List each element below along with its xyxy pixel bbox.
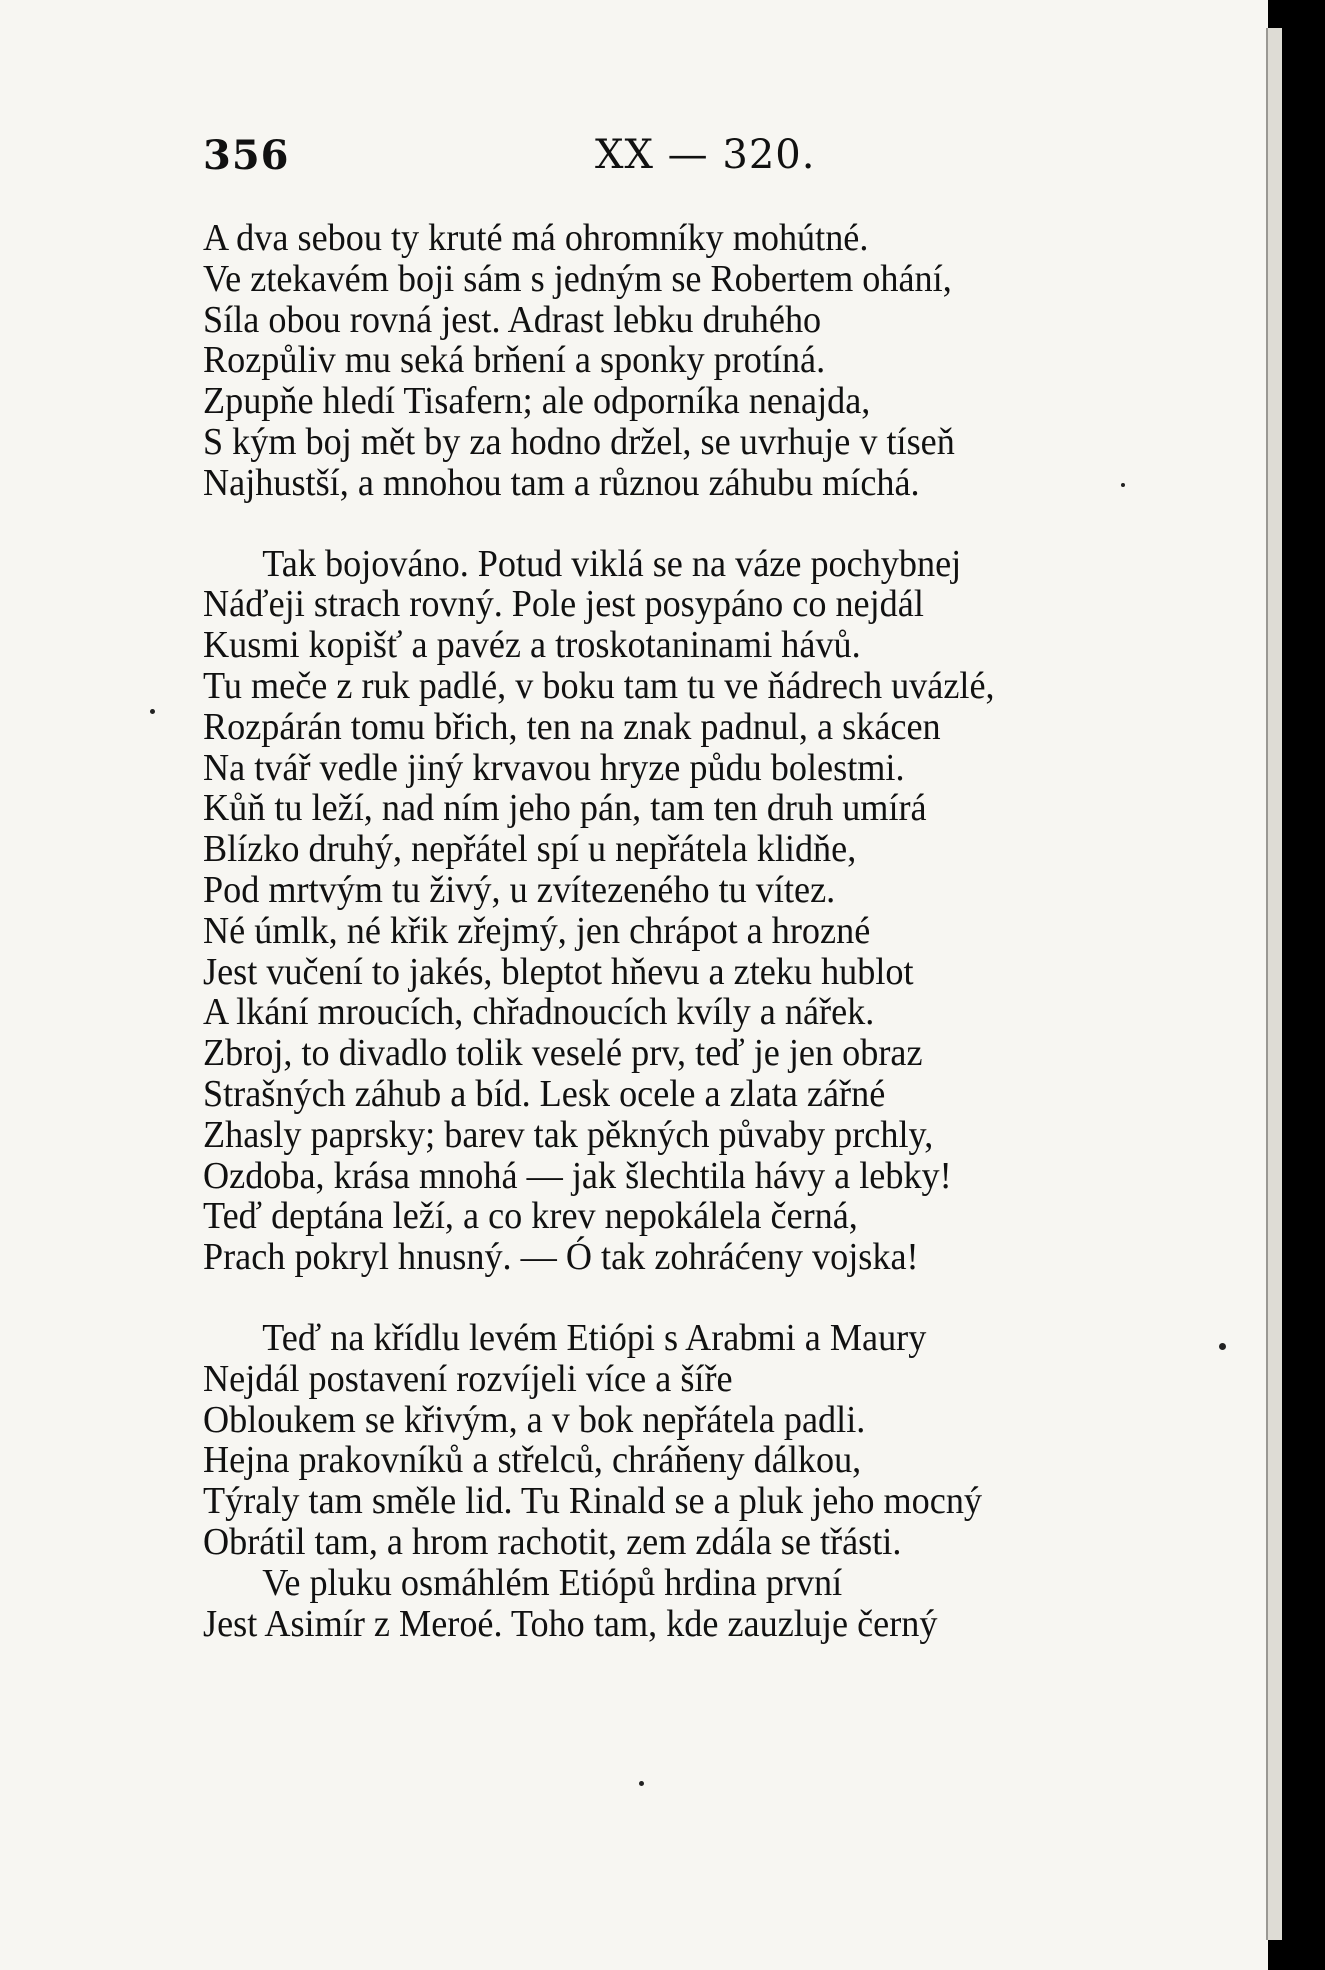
verse-line: Rozpárán tomu břich, ten na znak padnul, a skácen xyxy=(203,705,941,748)
verse-line: Tu meče z ruk padlé, v boku tam tu ve ňádrech uvázlé, xyxy=(203,664,995,707)
verse-line: Kusmi kopišť a pavéz a troskotaninami hávů. xyxy=(203,624,861,667)
page-edge xyxy=(1266,28,1282,1940)
verse-line: Na tvář vedle jiný krvavou hryze půdu bolestmi. xyxy=(203,746,905,789)
verse-line: Hejna prakovníků a střelců, chráňeny dálkou, xyxy=(203,1439,862,1482)
page-number: 356 xyxy=(203,132,290,179)
running-head: XX — 320. xyxy=(595,132,816,178)
stanza xyxy=(203,1318,1190,1644)
verse-line: Ve ztekavém boji sám s jedným se Robertem ohání, xyxy=(203,257,952,300)
print-speck xyxy=(150,709,155,714)
verse-line: Najhustší, a mnohou tam a různou záhubu míchá. xyxy=(203,461,920,504)
verse-line: Nejdál postavení rozvíjeli více a šíře xyxy=(203,1357,733,1400)
verse-line: Zpupňe hledí Tisafern; ale odporníka nenajda, xyxy=(203,380,871,423)
verse-line: Týraly tam směle lid. Tu Rinald se a pluk jeho mocný xyxy=(203,1480,983,1523)
verse-line: Obrátil tam, a hrom rachotit, zem zdála se třásti. xyxy=(203,1520,902,1563)
verse-line: Ve pluku osmáhlém Etiópů hrdina první xyxy=(262,1561,843,1604)
print-speck xyxy=(1121,483,1125,487)
verse-line: Jest vučení to jakés, bleptot hňevu a zteku hublot xyxy=(203,950,914,993)
verse-line: Prach pokryl hnusný. — Ó tak zohráćeny vojska! xyxy=(203,1236,919,1279)
verse-line: Pod mrtvým tu živý, u zvítezeného tu vítez. xyxy=(203,868,836,911)
verse-line: Síla obou rovná jest. Adrast lebku druhého xyxy=(203,298,822,341)
stanza xyxy=(203,218,1190,504)
verse-line: Blízko druhý, nepřátel spí u nepřátela klidňe, xyxy=(203,828,857,871)
stanza xyxy=(203,544,1190,1278)
verse-line: Ozdoba, krása mnohá — jak šlechtila hávy a lebky! xyxy=(203,1154,952,1197)
verse-line: Zhasly paprsky; barev tak pěkných půvaby prchly, xyxy=(203,1113,934,1156)
verse-line: Teď deptána leží, a co krev nepokálela černá, xyxy=(203,1195,858,1238)
verse-line: S kým boj mět by za hodno držel, se uvrhuje v tíseň xyxy=(203,420,955,463)
verse-line: Rozpůliv mu seká brňení a sponky protíná. xyxy=(203,339,826,382)
verse-line: Né úmlk, né křik zřejmý, jen chrápot a hrozné xyxy=(203,909,871,952)
verse-line: Jest Asimír z Meroé. Toho tam, kde zauzluje černý xyxy=(203,1602,938,1645)
verse-line: Tak bojováno. Potud viklá se na váze pochybnej xyxy=(262,542,962,585)
print-speck xyxy=(1219,1343,1226,1350)
verse-line: Náďeji strach rovný. Pole jest posypáno co nejdál xyxy=(203,583,924,626)
poem-text xyxy=(203,218,1190,1644)
page-header xyxy=(0,132,1268,192)
print-speck xyxy=(639,1781,644,1786)
verse-line: Zbroj, to divadlo tolik veselé prv, teď je jen obraz xyxy=(203,1032,923,1075)
verse-line: Kůň tu leží, nad ním jeho pán, tam ten druh umírá xyxy=(203,787,927,830)
verse-line: Teď na křídlu levém Etiópi s Arabmi a Maury xyxy=(262,1316,927,1359)
verse-line: Strašných záhub a bíd. Lesk ocele a zlata zářné xyxy=(203,1072,886,1115)
verse-line: A dva sebou ty kruté má ohromníky mohútné. xyxy=(203,217,869,259)
verse-line: A lkání mroucích, chřadnoucích kvíly a nářek. xyxy=(203,991,875,1034)
scan-border xyxy=(1282,0,1325,1970)
verse-line: Obloukem se křivým, a v bok nepřátela padli. xyxy=(203,1398,866,1441)
